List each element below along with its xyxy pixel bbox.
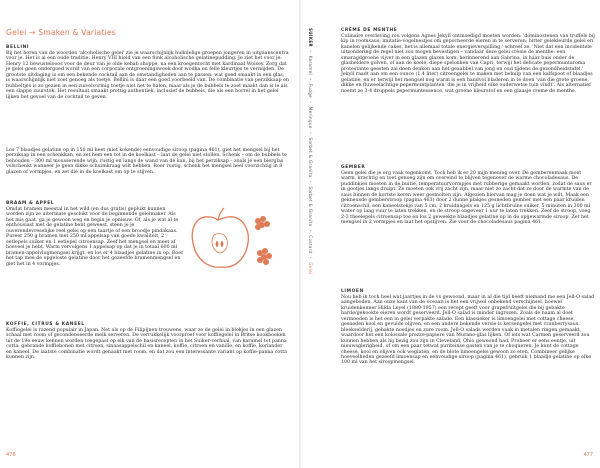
- apple-half-icon: [192, 208, 248, 267]
- side-tab-item: Sorbet & Granita: [308, 137, 313, 178]
- section-gember: [341, 165, 595, 226]
- section-text: Bij het horen van de woorden 'alcoholische gelei' zie je waarschijnlijk hulkdelige groepen jongeren in uitgaanscentra voor je. Het is al een oude traditie. Henry VIII hield van een flink alcoholische gelatinepudding. Je ziet het voor je: Henry 12 bewustelooos voor de deur van je olde kebab shoppe, na een kroegentocht met kardinaal Wolsey. Zorg dat je gelei geen ondergoed wordt van een corporale ontgroeningsweek door wodka en felle kleurtjes te vermijden. De grootste uitdaging is om een bekende cocktail aan de omstandigheden aan te passen: wat goed smaakt in een glas, is waarschijnlijk niet zoet genoeg als toetje. Bellini is daar een goed voorbeeld van. De combinatie van perzikkaap en bubbeltjes is zo gezien in een zuivelvormig toetje niet het te halen, maar als je de bubbels te zoet maakt dan is ie als een slappe zuurstok. Het resultaat smaakt prettig authentiek, inclusief de bubbels, die als een borrel in het gelei lijken het gevoel van de cocktail te geven.: [6, 51, 289, 100]
- section-text: Nou heb ik toch heel wat jaartjes in de vs gewoond, maar in al die tijd heeft niemand me een Jell-O salad aangeboden. Aan onze kant van de oceaan is het een vrijwel onbekend verschijnsel, hoewel kruidenkenner Hilda Leyel (1880-1957) een recept geeft voor grapefruitgelei die bij gebakte harde/gekookte eieren wordt geserveerd. Jell-O salad is minder ingrozen. Zoals de naam al doet vermoeden is het een in gelei verpakte salade. Een klassieker is limoengelei met cottage cheese, gesneden kool en gevulde olijven, en een andere bekende versie is kersengelei met cranberrysaus, bleekselderij, gehakte noedjes en zure room. Jell-O salads werden vaak in metalen ringen gemaakt, waardoor het een kolossale prezze-papiere van Murano-glas lijken. Of iets wat Carmen geserveerd zou kunnen hebben als hij bezig zou zijn in Cleveland, Ohio geweond had. Probeer er eens eentje, uit nieuwsgierigheid, of om een paar tetwat puriteinse gasten van je te choqueren. Je kunt de cottage cheese, kool en olijven ook weglaten, en de blote limoengelei gewoon zo eten. Combineer gelijke hoeveelheden gezeefd limoensap en eenvoudige siroop (pagina 461), gebruik 1 blaadje gelatine op elke 100 ml van het siroopmengsel.: [341, 295, 595, 366]
- section-heading: BELLINI: [6, 45, 30, 50]
- section-bellini: [6, 45, 289, 100]
- section-text: Omdat bramen meestal in het wild (en dus gratis) geplukt kunnen worden zijn ze uitermate geschikt voor de beginnende geleimaker. Als het mis gaat, ga je gewoon weg en begin je opnieuw. Of, als je wat al te enthousiast met de gelatine bent geweest, steen je je ouverendevreselijke reel gelei op een taartje of een broodje pindakaas. Pureer 250 g bramen met 250 ml appelsap van goede kwaliteit, 2 eetlepels suiker en 1 eetlepel citroensap. Zeef het mengsel en meet af hoeveel je hebt. Warm vervolgens 1 appelsap op dat je in totaal 600 ml bramen-appelvlugmengsel krijgt, en los er 4 blaadjes gelatine in op. Roer het tap mee de opgeloste gelatine door het gezeefde bramenmengsel en giet het in 4 vormpjes.: [6, 207, 184, 267]
- section-limoen: [341, 289, 595, 366]
- left-page: [0, 0, 299, 468]
- section-heading: GEMBER: [341, 165, 366, 170]
- section-heading: KOFFIE, CITRUS & KANEEL: [6, 322, 85, 327]
- side-tab-item: Fudge: [308, 83, 313, 98]
- side-tab-item: Meringue: [308, 106, 313, 129]
- section-creme-de-menthe: [341, 28, 595, 94]
- right-page: [301, 0, 600, 468]
- page-number-left: 476: [6, 452, 16, 458]
- section-koffie: [6, 322, 289, 361]
- section-braam-appel: [6, 201, 184, 267]
- blackberry-icon: [255, 216, 272, 265]
- section-heading: BRAAM & APPEL: [6, 201, 55, 206]
- side-tab-item: Sorbet & Granita: [308, 186, 313, 227]
- section-text: Koffiegelei is razend populair in Japan. Net als op de Filipijnen trouwens, waar ze de gelei in blokjes in een glazen schaal met room of gecondenseerde melk serveren. De verrukkelijk voorproef voor koffiegelei in Britse kookboeken uit de 19e eeuw kennen worden toegepast op elk van de basisrecepten in het Suiker-verhaal, van karamel tot panna cotta: gebrande koffiebonen met citroen, sinaasappelschil en kaneel, koffie, citroen en vanille, en koffie, koriander en kaneel. De laatste combinatie wordt genaakt met room, en dat zou een interessante variant op koffie-panna cotta kunnen zijn.: [6, 328, 287, 361]
- section-text: Los 7 blaadjes gelatine op in 150 ml heet (niet kokende) eenvoudige siroop (pagina 461), giet het mengsel bij het perziksap in een schenkkan, en zet hem een tot in de koelkast – laat de gelei niet stollen. Schenk – om de bubbels te behouden – 300 ml mousserende wijn, rustig en langs de wand van de kan, bij het perziksap – zoals je een bierglas volschenkt wanneer je geen dikke schuimkraag wilt hebben. Roer rustig, schenk het mengsel heel voorzichtig in 8 glazen of vormpjes, en zet die in de koelkast om op te stijven.: [6, 148, 287, 175]
- side-tab-item-active: Gelei: [308, 262, 313, 275]
- page-number-right: 477: [583, 452, 593, 458]
- section-text: Geen gelei die je erg vaak tegenkomt. Toch heb ik er 20 mijn mening over. De gemberenmaak moet warm, krachtig en toet genoeg zijn om overeind te blijven tegenover de warme chocoladesaus. De puddinkies moeten in de buitie, temperatuurvormpjes met rubberige gemaakt worden, zodat de saus er in gootjes langs druipt. Ze moeten ook vrij zacht zijn, maar niet zo zacht dat ze door de warmte van de saus binnen de kortste keren weer gesmolten zijn. Afgezien hiervan mag je doen wat je wilt. Maak een gekneusde gemberstroop (pagina 463) door 2 dunne plakjes gesneden gember met een paar kruiden citroenschil, een kaneelstokje van 5 cm, 2 kruidnagels en 125 g lichtbruine suiker, 5 minuten in 300 ml water op laag vuur te laten trekken, en de stroop ongeveer 1 uur te laten trekken. Zeef de stroop, voeg 2-3 theelepels citroensap toe en los 2 geweekte blaadjes gelatine op in de opgewarmde siroop. Zet het mengsel in 2 vormpjes en laat het opstijven. Zie voor de chocoladesaus pagina 461.: [341, 171, 592, 226]
- apple-and-blackberries-illustration: [188, 207, 280, 277]
- section-text: Culinaire overleving rou volgens Agnes Jekyll ontmoedigd moeten worden: 'dominostenen van truffels bij kip in roomsaus; imitatie-vogelnestjes om gepocheerde eieren in te serveren; bitter gelekleurde gelei en kanelen gelijkende cakes, het is allemaal totale energieverspilling,' schreef ze. 'Niet dat een incidentele uitzondering de regel niet zou mogen bevestigen – vandaar deze gelei crème de menthe: een smaragdgroene vijver in een glazen glazen kom, herinnerend aan Sabrina, in haar huis onder de glasheldere golven, of aan de koele, diepe spelonken van Capri, terwijl het delicate pepermuntaroma protestante geesten zal doen denken aan het geaabbel van jong en oud tijdens de gezondheidstafel.' Jekyll raadt aan om een ounce (1.4 liter) citroengelei te maken met behulp van een kalfspoot of blaadjes gelatine, en er terwijl het mengsel nog warm is een handvol bladeren in te doen 'van die grote groene, dikke en fluweelachtige pepermuntplanten' die je in vrijheid elke ouderwetse tuin vindt'. Als alternatief noemt ze 3-4 druppels pepermuntessence, wat groene kleurstof en een glaasje creme de menthe.: [341, 34, 595, 94]
- side-tab-item: Custard: [308, 235, 313, 254]
- chapter-side-tab: SUIKER•Karamel•Fudge•Meringue•Sorbet & Granita•Sorbet & Granita•Custard•Gelei: [308, 28, 313, 275]
- chapter-title: Gelei → Smaken & Variaties: [6, 28, 116, 37]
- side-tab-book: SUIKER: [308, 28, 313, 47]
- section-heading: LIMOEN: [341, 289, 364, 294]
- section-bellini-recipe: [6, 148, 289, 175]
- section-heading: CRÈME DE MENTHE: [341, 28, 398, 33]
- side-tab-item: Karamel: [308, 55, 313, 76]
